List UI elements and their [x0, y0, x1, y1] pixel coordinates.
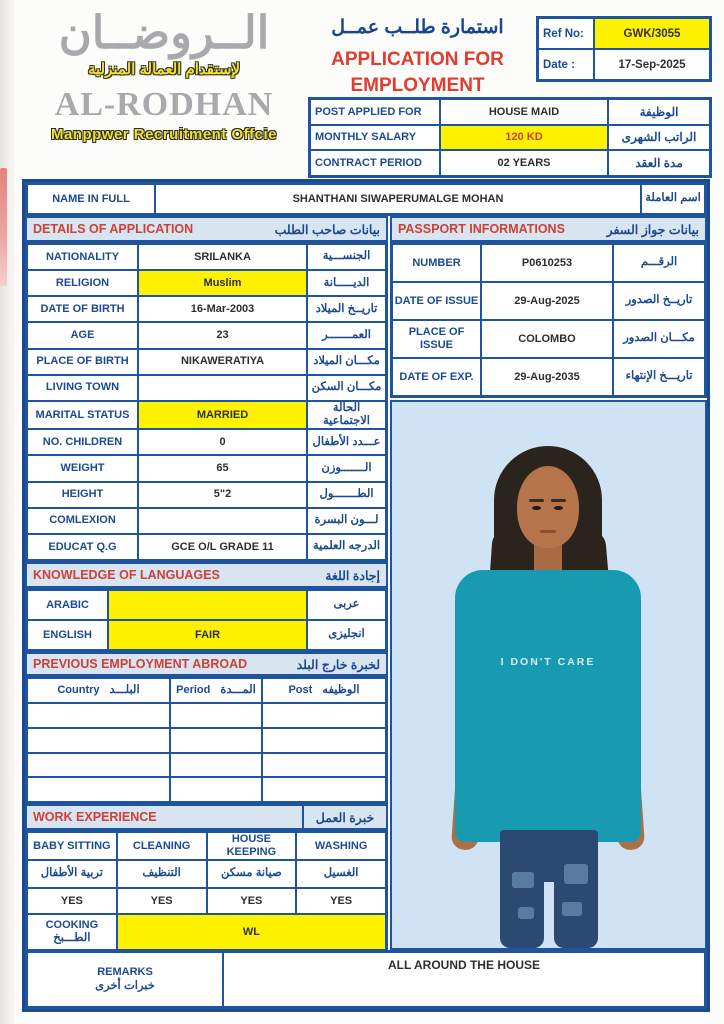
nationality-value: SRILANKA — [138, 244, 307, 270]
washing-value: YES — [296, 888, 386, 914]
previous-employment-section-header: PREVIOUS EMPLOYMENT ABROAD لخبرة خارج البلد — [25, 652, 388, 676]
details-section-header: DETAILS OF APPLICATION بيانات صاحب الطلب — [25, 216, 388, 242]
scan-pink-artifact — [0, 168, 7, 286]
passport-table: NUMBER P0610253 الرقـــم DATE OF ISSUE 29-Aug-2025 تاريــخ الصدور PLACE OF ISSUE COLOMBO مكـــان الصدور DATE OF EXP. 29-Aug-2035 تاريـــخ الإنتهاء — [390, 242, 707, 398]
passport-issue-place-value: COLOMBO — [481, 320, 613, 358]
name-row — [25, 182, 707, 216]
agency-logo-arabic: الــروضــان — [58, 7, 270, 58]
agency-logo-english-subtitle: Manppwer Recruitment Offcie — [50, 125, 278, 143]
applicant-photo — [390, 400, 707, 950]
reference-box — [536, 16, 712, 82]
monthly-salary-label: MONTHLY SALARY — [310, 125, 440, 151]
date-value: 17-Sep-2025 — [594, 49, 710, 80]
empty-cell — [27, 703, 170, 728]
post-applied-table — [308, 97, 712, 178]
form-title-arabic: استمارة طلــب عمــل — [331, 17, 504, 38]
column-period: Period المـــدة — [170, 678, 262, 703]
ref-no-value: GWK/3055 — [594, 18, 710, 49]
empty-cell — [170, 703, 262, 728]
weight-value: 65 — [138, 455, 307, 481]
empty-cell — [27, 753, 170, 778]
education-value: GCE O/L GRADE 11 — [138, 534, 307, 560]
cooking-label: COOKING الطـــبخ — [27, 914, 117, 950]
column-country: Country البلـــد — [27, 678, 170, 703]
english-level-value: FAIR — [108, 620, 307, 650]
passport-number-value: P0610253 — [481, 244, 613, 282]
passport-expiry-value: 29-Aug-2035 — [481, 358, 613, 396]
cooking-value: WL — [117, 914, 386, 950]
empty-cell — [262, 753, 386, 778]
form-title-english: APPLICATION FOR EMPLOYMENT — [331, 49, 504, 96]
form-body — [22, 179, 710, 1012]
age-value: 23 — [138, 322, 307, 348]
previous-employment-table — [25, 676, 388, 804]
remarks-label: REMARKS خبرات أخرى — [27, 952, 223, 1007]
remarks-row — [25, 950, 707, 1009]
empty-cell — [262, 703, 386, 728]
contract-period-label: CONTRACT PERIOD — [310, 150, 440, 176]
remarks-value: ALL AROUND THE HOUSE — [223, 952, 705, 1007]
name-label-ar: اسم العاملة — [641, 184, 705, 214]
post-applied-label-ar: الوظيفة — [608, 99, 710, 125]
languages-section-header: KNOWLEDGE OF LANGUAGES إجادة اللغة — [25, 562, 388, 588]
monthly-salary-value: 120 KD — [440, 125, 608, 151]
languages-table: ARABIC عربى ENGLISH FAIR انجليزى — [25, 588, 388, 652]
complexion-value — [138, 508, 307, 534]
living-town-value — [138, 375, 307, 401]
date-label: Date : — [538, 49, 594, 80]
empty-cell — [27, 728, 170, 753]
name-value: SHANTHANI SIWAPERUMALGE MOHAN — [155, 184, 641, 214]
monthly-salary-label-ar: الراتب الشهرى — [608, 125, 710, 151]
baby-sitting-value: YES — [27, 888, 117, 914]
form-title — [305, 16, 530, 98]
passport-section-header: PASSPORT INFORMATIONS بيانات جواز السفر — [390, 216, 707, 242]
height-value: 5"2 — [138, 482, 307, 508]
empty-cell — [170, 753, 262, 778]
photo-face — [517, 466, 579, 548]
agency-logo — [24, 8, 304, 143]
ref-no-label: Ref No: — [538, 18, 594, 49]
empty-cell — [27, 777, 170, 802]
work-experience-section-header: WORK EXPERIENCE خبرة العمل — [25, 804, 388, 830]
date-of-birth-value: 16-Mar-2003 — [138, 296, 307, 322]
place-of-birth-value: NIKAWERATIYA — [138, 349, 307, 375]
scan-edge-shadow — [0, 0, 14, 1024]
post-applied-value: HOUSE MAID — [440, 99, 608, 125]
contract-period-value: 02 YEARS — [440, 150, 608, 176]
photo-tshirt — [455, 570, 641, 842]
passport-issue-date-value: 29-Aug-2025 — [481, 282, 613, 320]
cleaning-value: YES — [117, 888, 207, 914]
work-experience-table: BABY SITTING CLEANING HOUSE KEEPING WASHING تربية الأطفال التنظيف صيانة مسكن الغسيل YES YES YES YES COOKING الطـــبخ WL — [25, 830, 388, 952]
name-label: NAME IN FULL — [27, 184, 155, 214]
children-value: 0 — [138, 429, 307, 455]
religion-value: Muslim — [138, 270, 307, 296]
tshirt-text: I DON'T CARE — [500, 656, 596, 668]
house-keeping-value: YES — [207, 888, 297, 914]
empty-cell — [170, 728, 262, 753]
marital-status-value: MARRIED — [138, 401, 307, 429]
arabic-level-value — [108, 590, 307, 620]
empty-cell — [262, 728, 386, 753]
post-applied-label: POST APPLIED FOR — [310, 99, 440, 125]
agency-logo-arabic-subtitle: لإستقدام العمالة المنزلية — [87, 60, 241, 78]
empty-cell — [262, 777, 386, 802]
agency-logo-english: AL-RODHAN — [54, 85, 274, 123]
contract-period-label-ar: مدة العقد — [608, 150, 710, 176]
details-table: NATIONALITY SRILANKA الجنســـية RELIGION Muslim الديـــــانة DATE OF BIRTH 16-Mar-2003 تاريــخ الميلاد AGE 23 العمـــــــر PLACE OF BIRTH NIKAWERATIYA مكـــان الميلاد LIVING TOWN مكـــان السكن MARITAL STATUS MARRIED الحالة الاجتماعية NO. CHILDREN 0 عـــدد الأطفال WEIGHT 65 الـــــــوزن HEIGHT 5"2 الطـــــــول COMLEXION لـــون البسرة EDUCAT Q.G GCE O/L GRADE 11 الدرجه العلمية — [25, 242, 388, 562]
empty-cell — [170, 777, 262, 802]
column-post: Post الوظيفه — [262, 678, 386, 703]
